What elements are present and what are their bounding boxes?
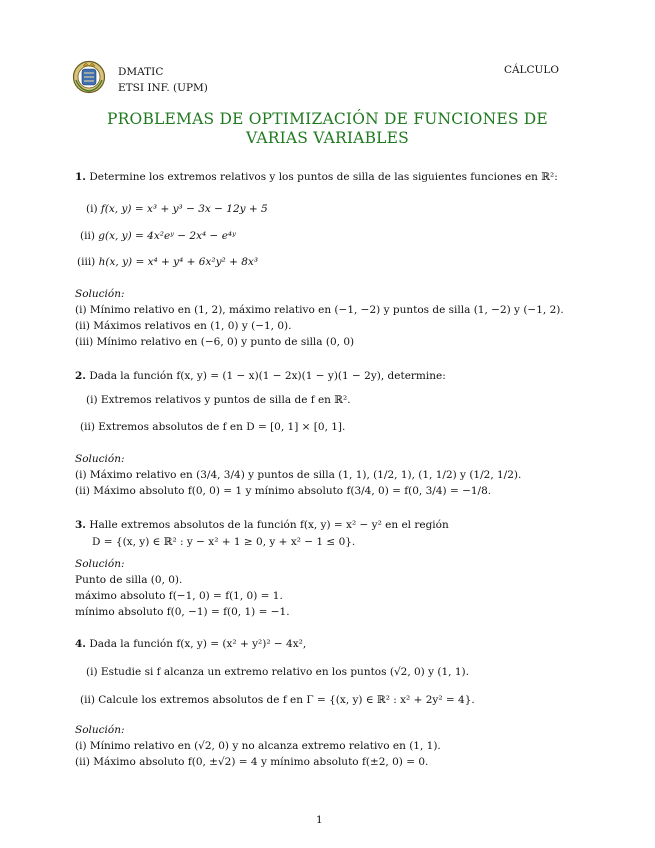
item-label: (ii) bbox=[80, 421, 95, 433]
page-number: 1 bbox=[316, 814, 323, 826]
problem-4-item-ii bbox=[80, 694, 475, 706]
problem-4-number: 4. bbox=[75, 638, 86, 650]
problem-3-solution-3: mínimo absoluto f(0, −1) = f(0, 1) = −1. bbox=[75, 606, 290, 618]
item-label: (ii) bbox=[80, 694, 95, 706]
item-label: (i) bbox=[86, 203, 98, 215]
problem-1-item-iii bbox=[77, 256, 258, 268]
item-label: (i) bbox=[86, 666, 98, 678]
problem-1-text: Determine los extremos relativos y los puntos de silla de las siguientes funciones en ℝ²: bbox=[89, 171, 558, 183]
item-label: (i) bbox=[86, 394, 98, 406]
problem-2-solution-ii: (ii) Máximo absoluto f(0, 0) = 1 y mínimo absoluto f(3/4, 0) = f(0, 3/4) = −1/8. bbox=[75, 485, 492, 497]
problem-3-solution-1: Punto de silla (0, 0). bbox=[75, 574, 183, 586]
item-label: (iii) bbox=[77, 256, 96, 268]
problem-4-solution-i: (i) Mínimo relativo en (√2, 0) y no alcanza extremo relativo en (1, 1). bbox=[75, 740, 441, 752]
item-expr: g(x, y) = 4x²eʸ − 2x⁴ − e⁴ʸ bbox=[98, 230, 236, 242]
problem-1-statement bbox=[75, 171, 558, 183]
problem-4-text: Dada la función f(x, y) = (x² + y²)² − 4x², bbox=[89, 638, 307, 650]
problem-1-item-i bbox=[86, 203, 268, 215]
item-expr: Extremos absolutos de f en D = [0, 1] × [0, 1]. bbox=[98, 421, 346, 433]
item-expr: Extremos relativos y puntos de silla de f en ℝ². bbox=[100, 394, 351, 406]
problem-1-item-ii bbox=[80, 230, 236, 242]
header-school: ETSI INF. (UPM) bbox=[118, 82, 208, 94]
title-line-1: PROBLEMAS DE OPTIMIZACIÓN DE FUNCIONES DE bbox=[107, 110, 548, 128]
problem-2-text: Dada la función f(x, y) = (1 − x)(1 − 2x)(1 − y)(1 − 2y), determine: bbox=[89, 370, 446, 382]
problem-1-solution-iii: (iii) Mínimo relativo en (−6, 0) y punto de silla (0, 0) bbox=[75, 336, 355, 348]
problem-4-solution-label: Solución: bbox=[75, 724, 125, 736]
problem-1-solution-ii: (ii) Máximos relativos en (1, 0) y (−1, 0). bbox=[75, 320, 292, 332]
item-expr: h(x, y) = x⁴ + y⁴ + 6x²y² + 8x³ bbox=[98, 256, 259, 268]
problem-4-statement bbox=[75, 638, 306, 650]
problem-3-region: D = {(x, y) ∈ ℝ² : y − x² + 1 ≥ 0, y + x² − 1 ≤ 0}. bbox=[92, 536, 356, 548]
item-expr: Calcule los extremos absolutos de f en Γ = {(x, y) ∈ ℝ² : x² + 2y² = 4}. bbox=[98, 694, 475, 706]
problem-2-solution-i: (i) Máximo relativo en (3/4, 3/4) y puntos de silla (1, 1), (1/2, 1), (1, 1/2) y (1/2, 1/2). bbox=[75, 469, 522, 481]
problem-3-solution-2: máximo absoluto f(−1, 0) = f(1, 0) = 1. bbox=[75, 590, 283, 602]
item-expr: Estudie si f alcanza un extremo relativo en los puntos (√2, 0) y (1, 1). bbox=[100, 666, 469, 678]
header-left bbox=[118, 64, 208, 96]
header-course: CÁLCULO bbox=[503, 64, 559, 76]
problem-1-solution-i: (i) Mínimo relativo en (1, 2), máximo relativo en (−1, −2) y puntos de silla (1, −2) y (−1, 2). bbox=[75, 304, 564, 316]
problem-2-statement bbox=[75, 370, 446, 382]
title-line-2: VARIAS VARIABLES bbox=[245, 129, 409, 147]
problem-3-number: 3. bbox=[75, 519, 86, 531]
problem-4-solution-ii: (ii) Máximo absoluto f(0, ±√2) = 4 y mínimo absoluto f(±2, 0) = 0. bbox=[75, 756, 429, 768]
problem-2-item-ii bbox=[80, 421, 345, 433]
problem-3-solution-label: Solución: bbox=[75, 558, 125, 570]
problem-2-item-i bbox=[86, 394, 351, 406]
header-dept: DMATIC bbox=[118, 66, 164, 78]
problem-1-number: 1. bbox=[75, 171, 86, 183]
problem-2-solution-label: Solución: bbox=[75, 453, 125, 465]
document-title bbox=[60, 110, 595, 148]
problem-3-statement bbox=[75, 519, 449, 531]
problem-1-solution-label: Solución: bbox=[75, 288, 125, 300]
item-label: (ii) bbox=[80, 230, 95, 242]
problem-3-text: Halle extremos absolutos de la función f(x, y) = x² − y² en el región bbox=[89, 519, 449, 531]
problem-4-item-i bbox=[86, 666, 469, 678]
item-expr: f(x, y) = x³ + y³ − 3x − 12y + 5 bbox=[100, 203, 268, 215]
university-seal-icon bbox=[72, 60, 106, 94]
problem-2-number: 2. bbox=[75, 370, 86, 382]
